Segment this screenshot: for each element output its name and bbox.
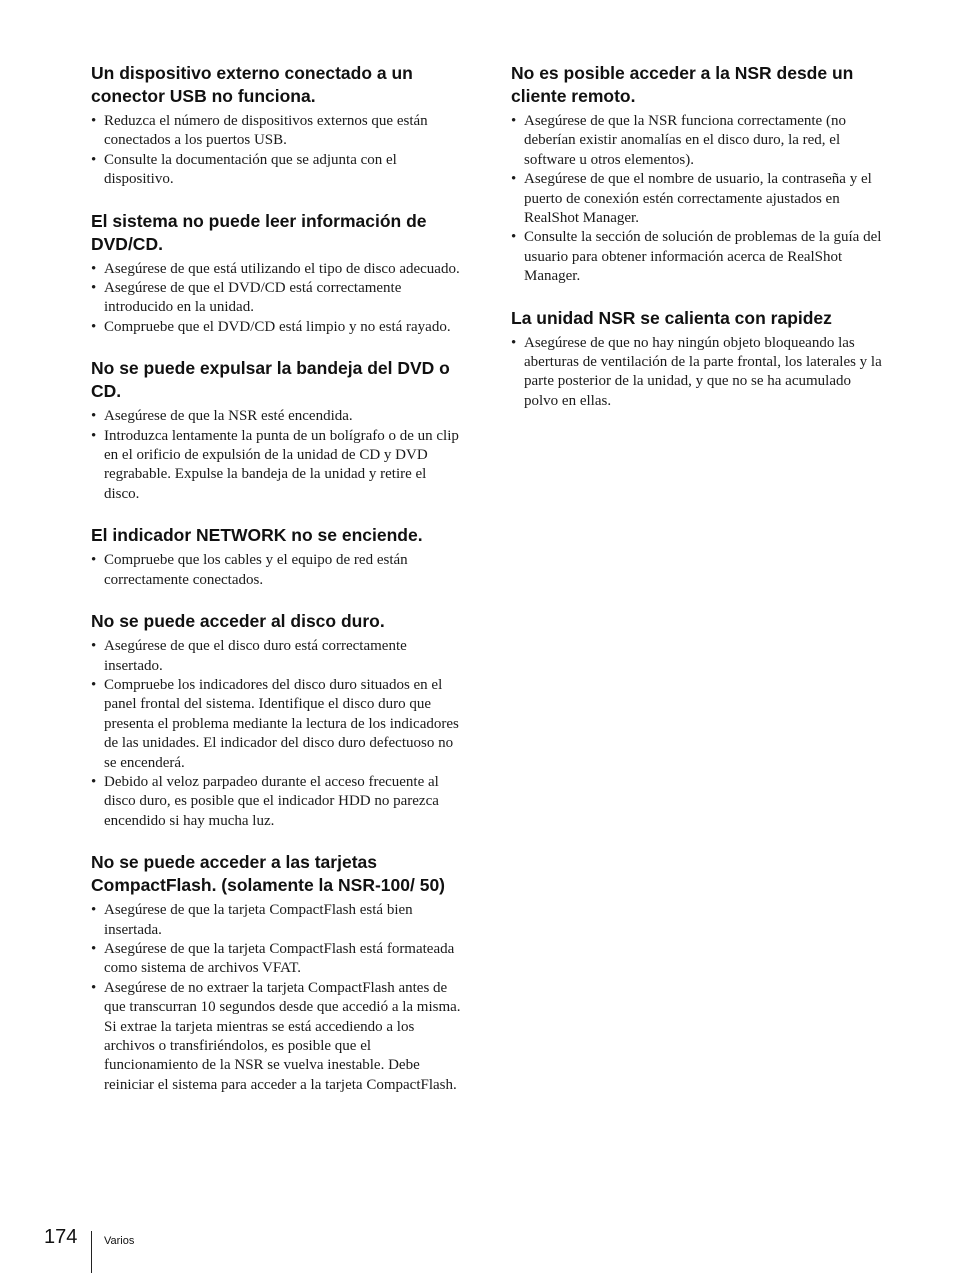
section-usb-device [91,62,465,190]
bullet-item: • Compruebe los indicadores del disco duro situados en el panel frontal del sistema. Identifique el disco duro que presenta el problema mediante la lectura de los indicadores de las unidades. El indicador del disco duro defectuoso no se encenderá. [91,676,465,773]
bullet-list [91,637,465,831]
footer-section-name: Varios [104,1235,135,1247]
footer-divider [91,1231,92,1273]
bullet-item: • Asegúrese de que la NSR funciona correctamente (no deberían existir anomalías en el disco duro, la red, el software u otros elementos). [511,112,887,170]
bullet-item: • Asegúrese de que está utilizando el tipo de disco adecuado. [91,260,465,279]
bullet-list [91,260,465,338]
bullet-item: • Debido al veloz parpadeo durante el acceso frecuente al disco duro, es posible que el indicador HDD no parezca encendido si hay mucha luz. [91,773,465,831]
bullet-list [511,112,887,287]
bullet-item: • Compruebe que el DVD/CD está limpio y no está rayado. [91,318,465,337]
section-heading: No es posible acceder a la NSR desde un cliente remoto. [511,63,854,106]
bullet-item: • Asegúrese de que la tarjeta CompactFlash está formateada como sistema de archivos VFAT. [91,940,465,979]
section-heading: No se puede acceder a las tarjetas CompactFlash. (solamente la NSR-100/ 50) [91,852,445,896]
bullet-item: • Consulte la documentación que se adjunta con el dispositivo. [91,151,465,190]
section-heading: No se puede expulsar la bandeja del DVD o CD. [91,358,450,402]
section-heading: El sistema no puede leer información de DVD/CD. [91,210,427,254]
bullet-item: • Asegúrese de que el DVD/CD está correctamente introducido en la unidad. [91,279,465,318]
bullet-item: • Reduzca el número de dispositivos externos que están conectados a los puertos USB. [91,112,465,151]
left-column [91,62,465,1115]
bullet-item: • Consulte la sección de solución de problemas de la guía del usuario para obtener información acerca de RealShot Manager. [511,228,887,286]
bullet-list [91,901,465,1095]
section-heading: No se puede acceder al disco duro. [91,611,385,632]
bullet-list [91,407,465,504]
section-heading: El indicador NETWORK no se enciende. [91,525,423,546]
right-column [511,62,887,431]
bullet-item: • Compruebe que los cables y el equipo de red están correctamente conectados. [91,551,465,590]
bullet-list [91,112,465,190]
bullet-item: • Asegúrese de que la tarjeta CompactFlash está bien insertada. [91,901,465,940]
section-dvd-read [91,210,465,338]
section-hard-disk [91,610,465,831]
section-remote-client [511,62,887,287]
bullet-item: • Asegúrese de que el disco duro está correctamente insertado. [91,637,465,676]
bullet-list [511,334,887,412]
section-compactflash [91,851,465,1095]
section-heading: La unidad NSR se calienta con rapidez [511,307,832,328]
bullet-item: • Introduzca lentamente la punta de un bolígrafo o de un clip en el orificio de expulsión de la unidad de CD y DVD regrabable. Expulse la bandeja de la unidad y retire el disco. [91,427,465,505]
bullet-item: • Asegúrese de no extraer la tarjeta CompactFlash antes de que transcurran 10 segundos desde que accedió a la misma. Si extrae la tarjeta mientras se está accediendo a los archivos o transfiriéndolos, es posible que el funcionamiento de la NSR se vuelva inestable. Debe reiniciar el sistema para acceder a la tarjeta CompactFlash. [91,979,465,1095]
page-number: 174 [44,1226,78,1248]
section-dvd-eject [91,357,465,504]
bullet-item: • Asegúrese de que no hay ningún objeto bloqueando las aberturas de ventilación de la parte frontal, los laterales y la parte posterior de la unidad, y que no se ha acumulado polvo en ellas. [511,334,887,412]
bullet-item: • Asegúrese de que el nombre de usuario, la contraseña y el puerto de conexión estén correctamente ajustados en RealShot Manager. [511,170,887,228]
bullet-item: • Asegúrese de que la NSR esté encendida. [91,407,465,426]
section-overheating [511,307,887,412]
bullet-list [91,551,465,590]
section-heading: Un dispositivo externo conectado a un conector USB no funciona. [91,63,413,106]
section-network-indicator [91,524,465,590]
